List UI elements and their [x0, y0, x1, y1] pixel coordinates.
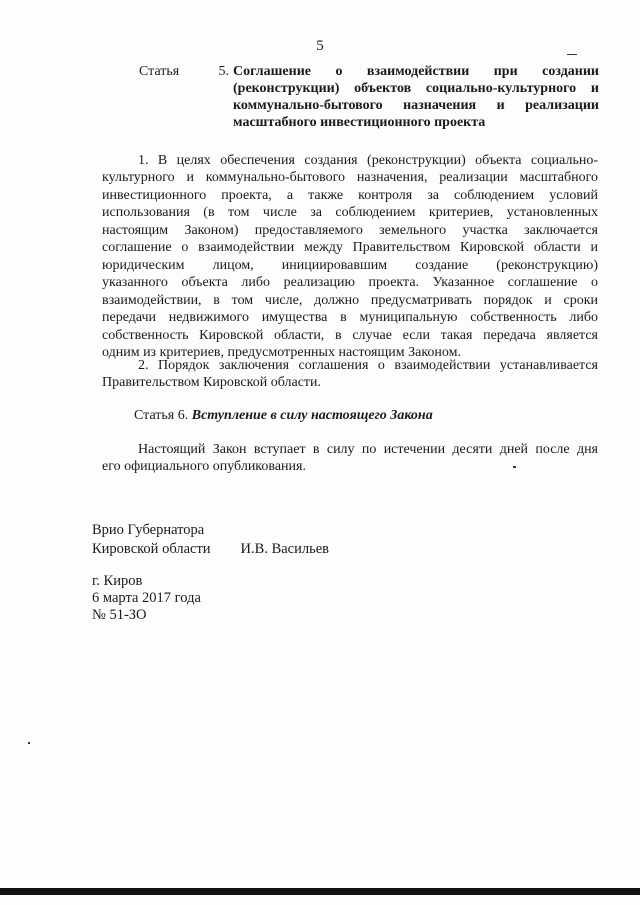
place-date-block: [92, 573, 201, 624]
paragraph-line: 2. Порядок заключения соглашения о взаимодействии устанавливается: [138, 358, 598, 373]
article-5-paragraph-1: [102, 152, 598, 361]
signatory-region: Кировской области: [92, 541, 211, 557]
scan-mark-dot: [513, 466, 516, 468]
paragraph-line: культурного и коммунально-бытового назначения, реализации масштабного: [102, 170, 598, 186]
paragraph-line: собственность Кировской области, в случае если такая передача является: [102, 327, 598, 343]
scan-mark-left: [28, 742, 30, 744]
signatory-name: И.В. Васильев: [240, 541, 329, 557]
article-6-label: Статья 6.: [134, 408, 189, 423]
paragraph-line: 1. В целях обеспечения создания (реконструкции) объекта социально-: [138, 153, 598, 168]
signatory-position: Врио Губернатора: [92, 522, 205, 538]
paragraph-line: Настоящий Закон вступает в силу по истечении десяти дней после дня: [138, 442, 598, 457]
paragraph-line: указанного объекта либо реализацию проекта. Указанное соглашение о: [102, 275, 598, 291]
article-5-title-rest: (реконструкции) объектов социально-культурного и коммунально-бытового назначения и реализации масштабного инвестиционного проекта: [233, 81, 599, 130]
article-6-paragraph: [102, 441, 598, 476]
city: г. Киров: [92, 573, 143, 589]
paragraph-line: его официального опубликования.: [102, 459, 306, 475]
article-6-title: Вступление в силу настоящего Закона: [191, 408, 433, 423]
page-number: 5: [316, 38, 324, 54]
law-number: № 51-ЗО: [92, 607, 147, 623]
paragraph-line: настоящим Законом) предоставляемого земельного участка заключается: [102, 222, 598, 238]
article-5-heading: [139, 63, 599, 131]
article-5-number: 5.: [218, 64, 229, 79]
scan-edge-bar: [0, 888, 640, 895]
signature-block: [92, 521, 329, 559]
law-date: 6 марта 2017 года: [92, 590, 201, 606]
paragraph-line: передачи недвижимого имущества в муниципальную собственность либо: [102, 310, 598, 326]
article-6-heading: [134, 408, 433, 424]
article-5-paragraph-2: [102, 357, 598, 392]
paragraph-line: одним из критериев, предусмотренных настоящим Законом.: [102, 344, 462, 360]
paragraph-line: юридическим лицом, инициировавшим создание (реконструкцию): [102, 257, 598, 273]
paragraph-line: взаимодействии, в том числе, должно предусматривать порядок и сроки: [102, 292, 598, 308]
scan-mark-top: [567, 54, 577, 55]
article-5-title: [233, 63, 599, 131]
article-5-label: Статья: [139, 64, 180, 79]
paragraph-line: соглашение о взаимодействии между Правительством Кировской области и: [102, 240, 598, 256]
article-5-title-line1: Соглашение о взаимодействии при создании: [233, 64, 599, 79]
paragraph-line: инвестиционного проекта, а также контроля за соблюдением условий: [102, 187, 598, 203]
article-5-prefix: [139, 63, 229, 80]
paragraph-line: использования (в том числе за соблюдением критериев, установленных: [102, 205, 598, 221]
paragraph-line: Правительством Кировской области.: [102, 375, 322, 391]
